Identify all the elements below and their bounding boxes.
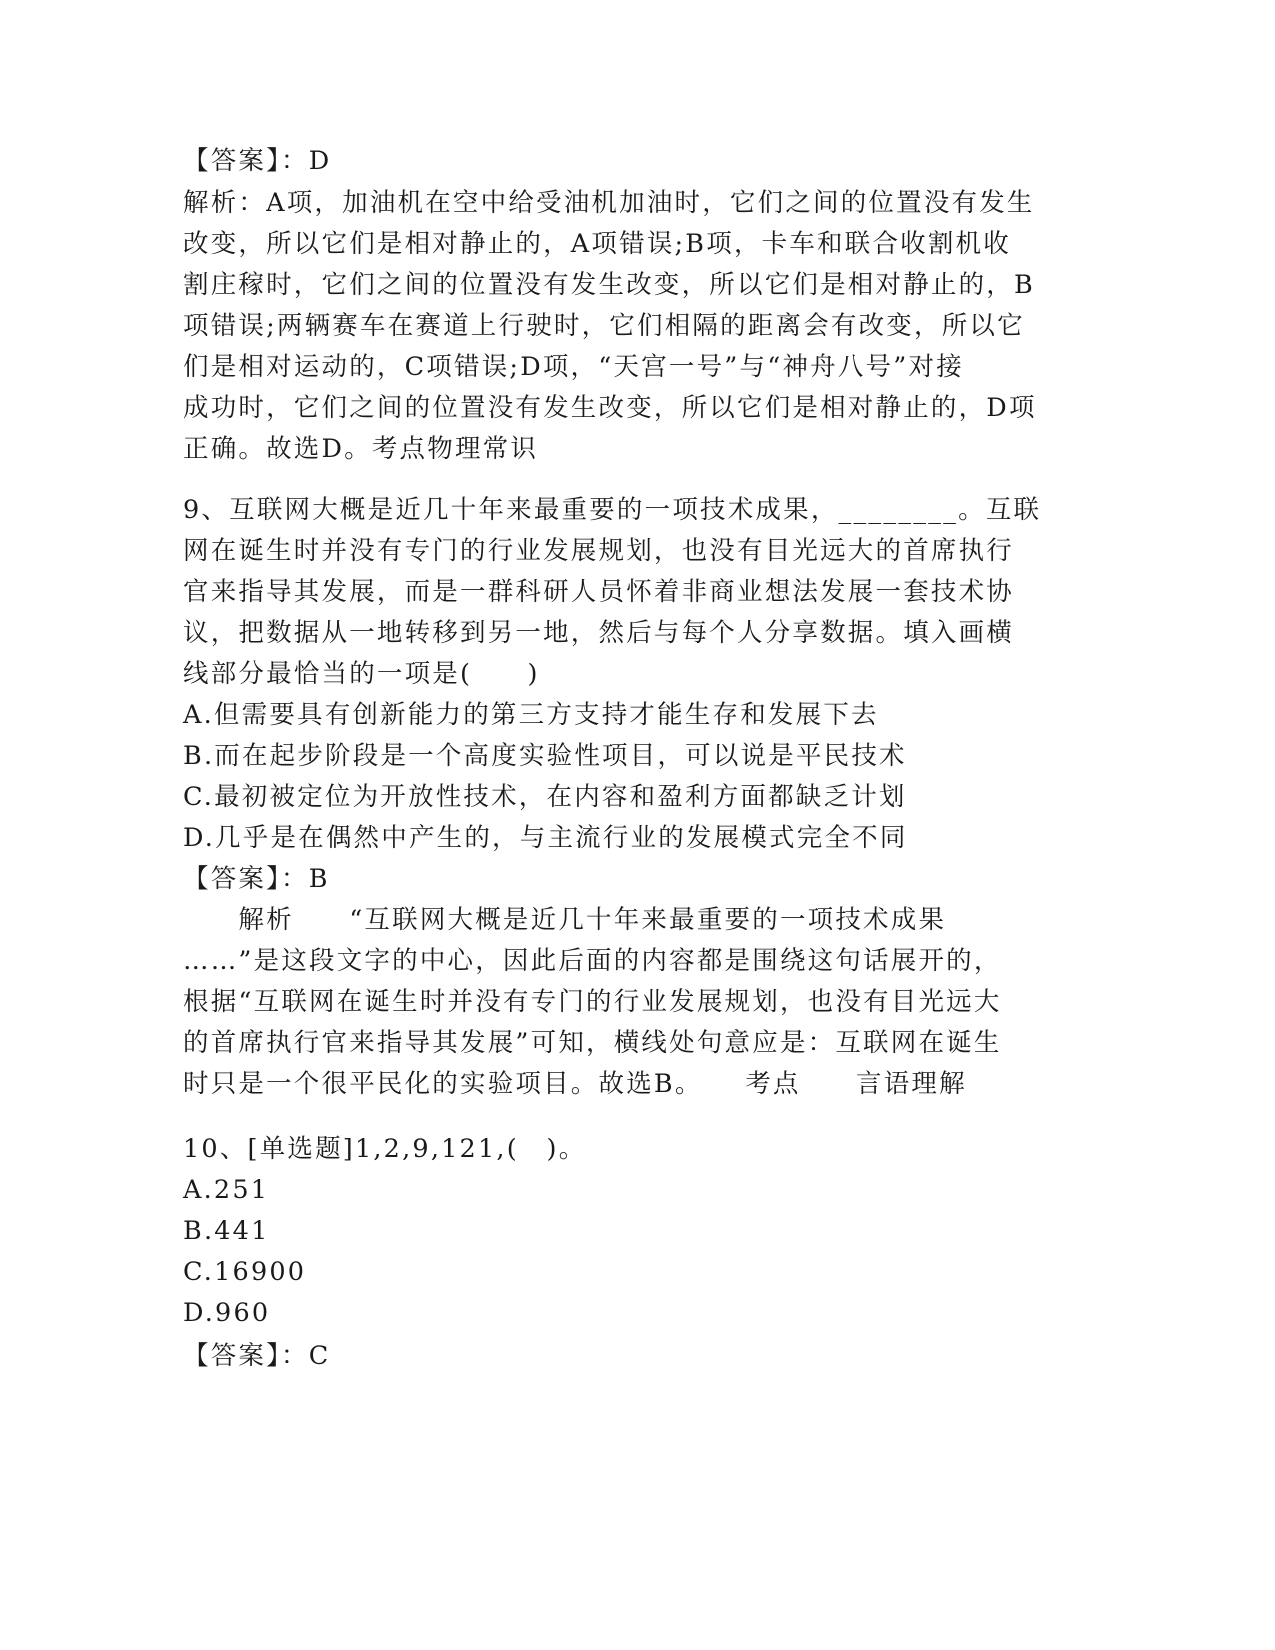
- option-d: D.960: [183, 1298, 271, 1328]
- option-b: B.而在起步阶段是一个高度实验性项目，可以说是平民技术: [183, 741, 907, 771]
- analysis-line: 时只是一个很平民化的实验项目。故选B。 考点 言语理解: [183, 1069, 967, 1099]
- analysis-line: 改变，所以它们是相对静止的，A项错误;B项，卡车和联合收割机收: [183, 229, 1011, 259]
- option-a: A.251: [183, 1175, 270, 1205]
- question-stem: 10、[单选题]1,2,9,121,( )。: [183, 1134, 587, 1164]
- option-d: D.几乎是在偶然中产生的，与主流行业的发展模式完全不同: [183, 823, 908, 853]
- answer-label: 【答案】：B: [183, 864, 330, 894]
- option-a: A.但需要具有创新能力的第三方支持才能生存和发展下去: [183, 700, 879, 730]
- analysis-line: 根据“互联网在诞生时并没有专门的行业发展规划，也没有目光远大: [183, 987, 1002, 1017]
- analysis-line: 的首席执行官来指导其发展”可知，横线处句意应是：互联网在诞生: [183, 1028, 1002, 1058]
- analysis-line: 正确。故选D。考点物理常识: [183, 434, 539, 464]
- analysis-line: 解析：A项，加油机在空中给受油机加油时，它们之间的位置没有发生: [183, 188, 1035, 218]
- question-stem-line: 线部分最恰当的一项是( ): [183, 659, 540, 689]
- answer-label: 【答案】：D: [183, 146, 332, 176]
- option-b: B.441: [183, 1216, 270, 1246]
- question-stem-line: 官来指导其发展，而是一群科研人员怀着非商业想法发展一套技术协: [183, 577, 1015, 607]
- analysis-line: ……”是这段文字的中心，因此后面的内容都是围绕这句话展开的，: [183, 946, 1002, 976]
- analysis-line: 成功时，它们之间的位置没有发生改变，所以它们是相对静止的，D项: [183, 393, 1037, 423]
- analysis-line: 割庄稼时，它们之间的位置没有发生改变，所以它们是相对静止的，B: [183, 270, 1035, 300]
- analysis-line: 解析 “互联网大概是近几十年来最重要的一项技术成果: [183, 905, 947, 935]
- question-stem-line: 网在诞生时并没有专门的行业发展规划，也没有目光远大的首席执行: [183, 536, 1015, 566]
- analysis-line: 们是相对运动的，C项错误;D项，“天宫一号”与“神舟八号”对接: [183, 352, 964, 382]
- option-c: C.最初被定位为开放性技术，在内容和盈利方面都缺乏计划: [183, 782, 907, 812]
- option-c: C.16900: [183, 1257, 307, 1287]
- question-stem-line: 议，把数据从一地转移到另一地，然后与每个人分享数据。填入画横: [183, 618, 1015, 648]
- question-stem-line: 9、互联网大概是近几十年来最重要的一项技术成果，________。互联: [183, 495, 1042, 525]
- answer-label: 【答案】：C: [183, 1341, 331, 1371]
- analysis-line: 项错误;两辆赛车在赛道上行驶时，它们相隔的距离会有改变，所以它: [183, 311, 1025, 341]
